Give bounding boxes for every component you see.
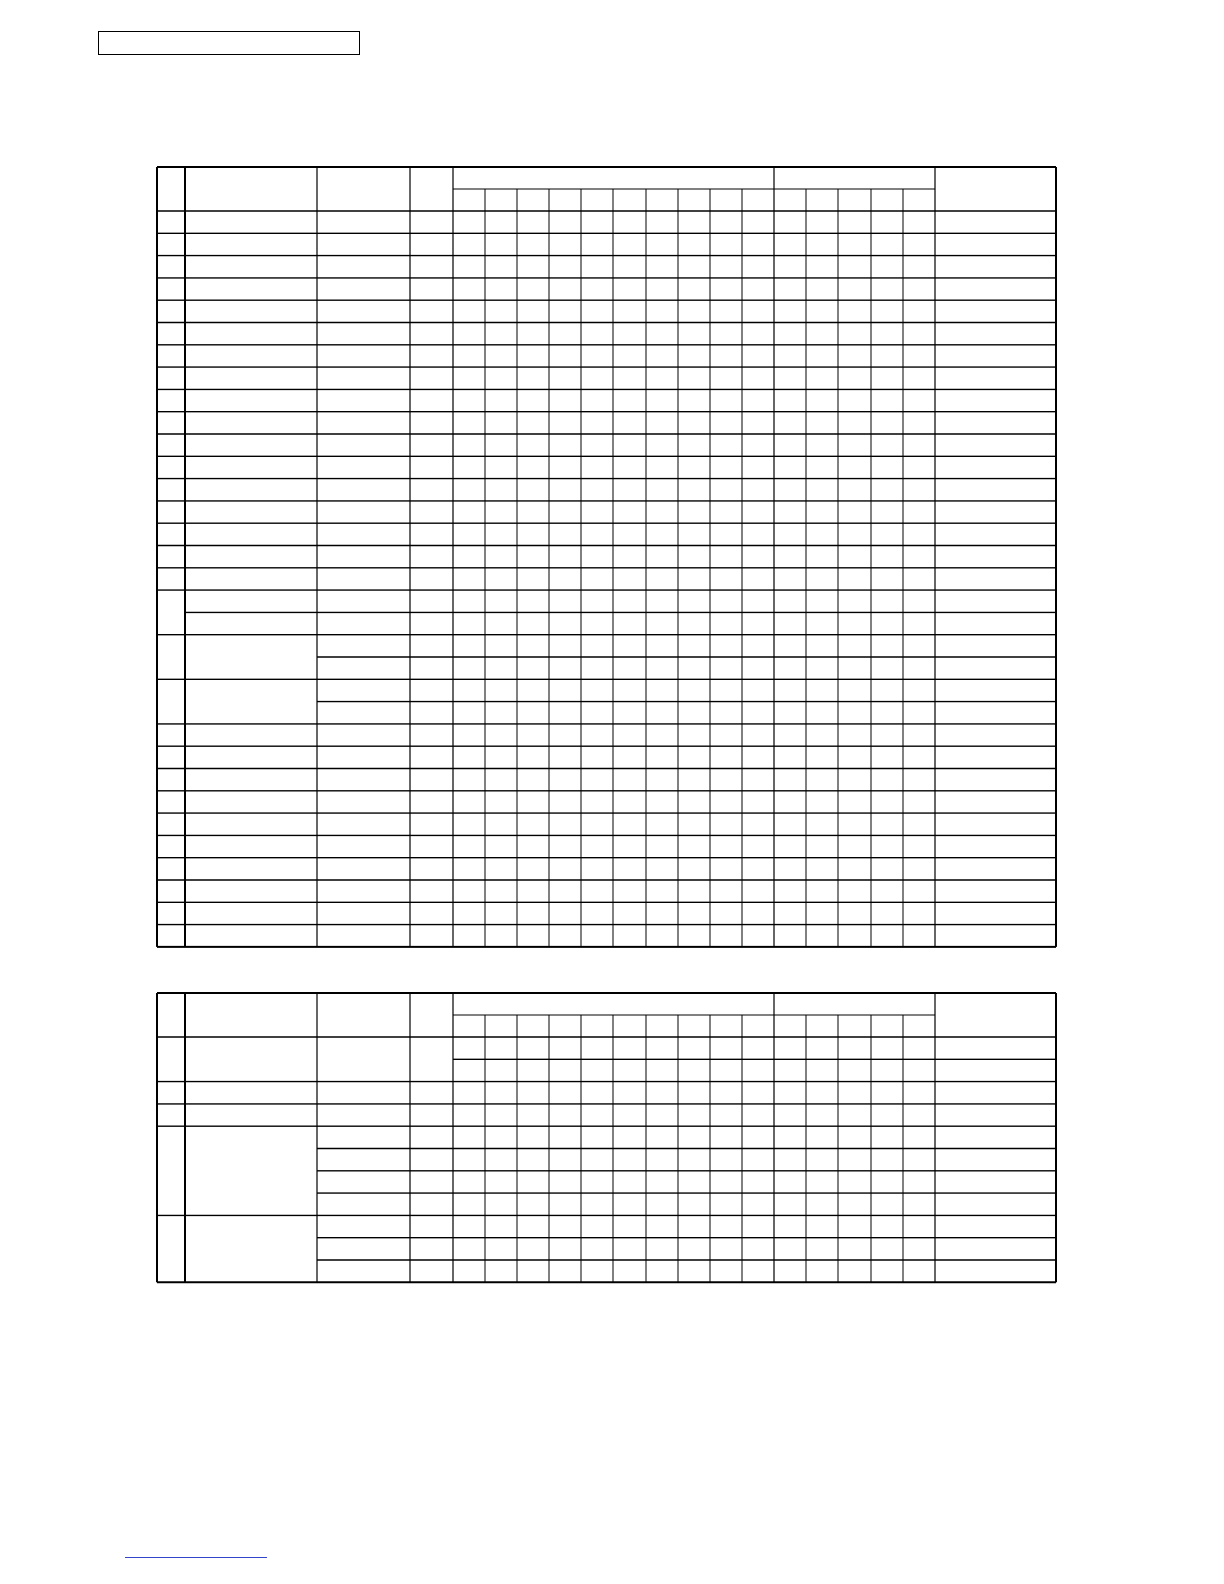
- footer-link-underline[interactable]: [125, 1557, 267, 1558]
